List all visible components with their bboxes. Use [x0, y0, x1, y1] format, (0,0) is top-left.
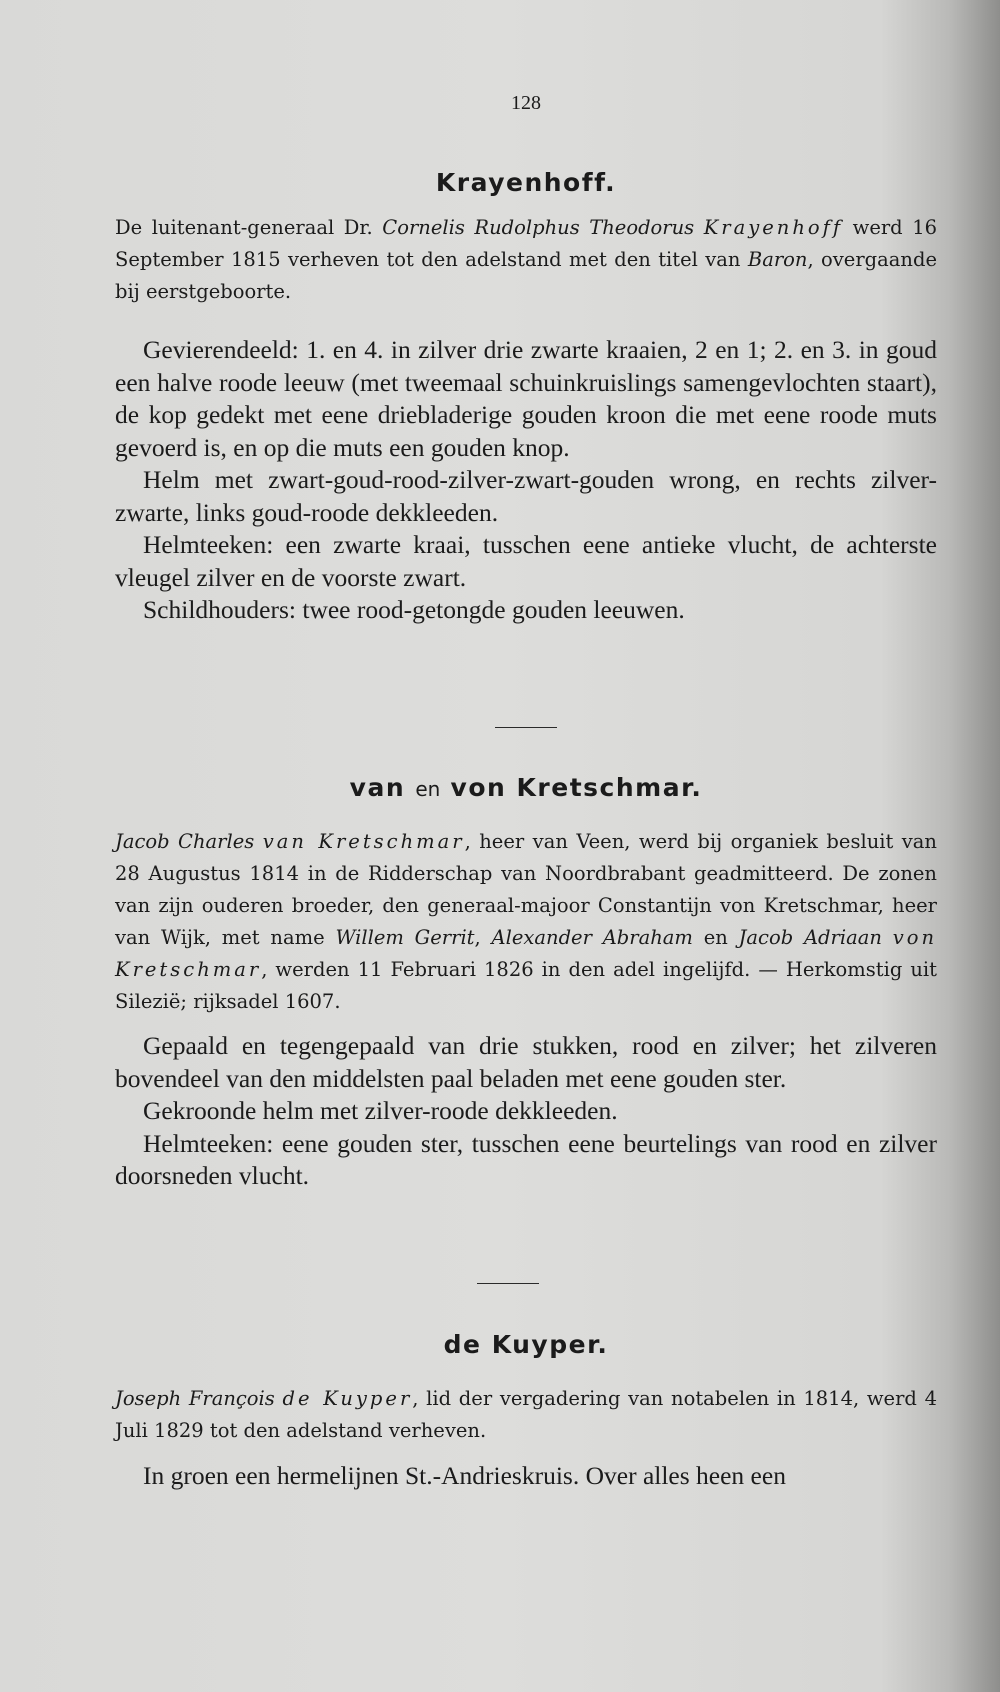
text-run: , werden 11 Februari 1826 in den adel ingelijfd. — Herkomstig uit Silezië; rijksadel 1607.: [115, 958, 937, 1013]
italic-run: Willem Gerrit: [335, 926, 475, 949]
text-run: en: [692, 926, 739, 949]
blazon-paragraph: Gevierendeeld: 1. en 4. in zilver drie zwarte kraaien, 2 en 1; 2. en 3. in goud een halve roode leeuw (met tweemaal schuinkruislings samengevlochten staart), de kop gedekt met eene driebladerige gouden kroon die met eene roode muts gevoerd is, en op die muts een gouden knop.: [115, 335, 937, 462]
intro-paragraph: [115, 826, 937, 1018]
blazon-paragraph: Helmteeken: een zwarte kraai, tusschen eene antieke vlucht, de achterste vleugel zilver en de voorste zwart.: [115, 530, 937, 592]
text-run: , overgaande bij eerstgeboorte.: [115, 248, 937, 303]
text-run: , lid der vergadering van notabelen in 1814, werd 4 Juli 1829 tot den adelstand verheven.: [115, 1387, 938, 1442]
section-intro-kuyper: [115, 1383, 937, 1447]
title-word: van: [349, 773, 406, 802]
section-title-kuyper: de Kuyper.: [443, 1330, 609, 1359]
italic-run: Joseph François: [115, 1387, 283, 1410]
title-word: Kretschmar.: [516, 773, 703, 802]
section-blazon-krayenhoff: [115, 334, 937, 627]
blazon-paragraph: Helmteeken: eene gouden ster, tusschen eene beurtelings van rood en zilver doorsneden vlucht.: [115, 1128, 937, 1190]
blazon-paragraph: Gepaald en tegengepaald van drie stukken, rood en zilver; het zilveren bovendeel van den middelsten paal beladen met eene gouden ster.: [115, 1031, 937, 1093]
italic-run: Jacob Charles: [115, 830, 263, 853]
italic-run: Baron: [747, 248, 808, 271]
blazon-paragraph: Schildhouders: twee rood-getongde gouden leeuwen.: [143, 595, 685, 624]
section-intro-krayenhoff: [115, 212, 937, 308]
italic-run: Krayenhoff: [703, 216, 844, 239]
intro-paragraph: [115, 1383, 937, 1447]
section-blazon-kuyper: [115, 1460, 937, 1493]
text-run: ,: [474, 926, 492, 949]
title-word: en: [415, 777, 441, 801]
section-blazon-kretschmar: [115, 1030, 937, 1193]
italic-run: Jacob Adriaan: [738, 926, 893, 949]
italic-run: Cornelis Rudolphus Theodorus: [382, 216, 704, 239]
title-word: von: [450, 773, 507, 802]
section-title-krayenhoff: Krayenhoff.: [435, 168, 617, 197]
text-run: werd 16 September 1815 verheven tot den adelstand met den titel van: [115, 216, 938, 271]
section-divider: [495, 727, 557, 728]
text-run: , heer van Veen, werd bij organiek besluit van 28 Augustus 1814 in de Ridderschap van Noordbrabant geadmitteerd. De zonen van zijn ouderen broeder, den generaal-majoor Constantijn von Kretschmar, heer van Wijk, met name: [115, 830, 937, 949]
italic-run: Alexander Abraham: [491, 926, 693, 949]
intro-paragraph: [115, 212, 937, 308]
page-number: 128: [511, 92, 541, 114]
blazon-paragraph: Gekroonde helm met zilver-roode dekkleeden.: [143, 1096, 618, 1125]
italic-run: de Kuyper: [282, 1387, 413, 1410]
italic-run: van Kretschmar: [262, 830, 465, 853]
blazon-paragraph: Helm met zwart-goud-rood-zilver-zwart-gouden wrong, en rechts zilver-zwarte, links goud-roode dekkleeden.: [115, 465, 937, 527]
text-run: De luitenant-generaal Dr.: [115, 216, 383, 239]
section-intro-kretschmar: [115, 826, 937, 1018]
italic-run: von Kretschmar: [115, 926, 938, 981]
blazon-paragraph: In groen een hermelijnen St.-Andrieskruis. Over alles heen een: [143, 1461, 786, 1490]
section-divider: [477, 1283, 539, 1284]
section-title-kretschmar: [115, 773, 937, 802]
